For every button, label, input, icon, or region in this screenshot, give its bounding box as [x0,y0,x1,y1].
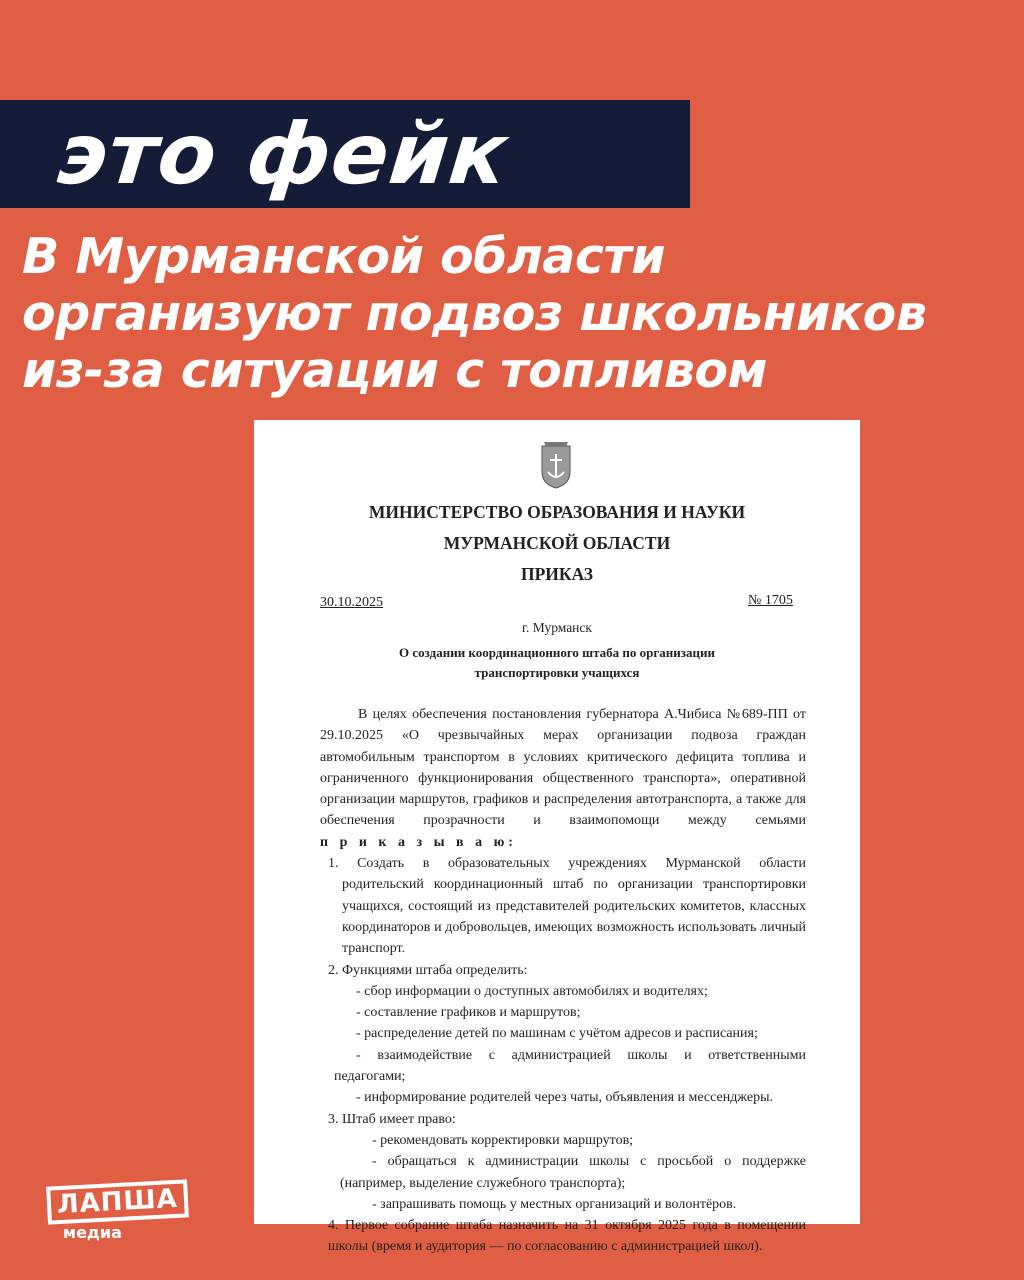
banner-label: это фейк [52,105,513,203]
coat-of-arms-icon [539,440,573,490]
document-line: учащихся, состоящий из представителей родительских комитетов, классных [342,898,806,914]
document-line: школы (время и аудитория — по согласованию с администрацией школ). [328,1239,763,1255]
title-line: транспортировки учащихся [474,665,640,680]
document-line: координаторов и добровольцев, имеющих возможность использовать личный [342,919,806,935]
document-line: родительский координационный штаб по организации транспортировки [342,877,806,893]
document-city: г. Мурманск [522,620,592,635]
document-line: - сбор информации о доступных автомобилях и водителях; [356,983,708,999]
document-line: ограниченного функционирования общественного транспорта», оперативной [320,770,806,786]
document-type: ПРИКАЗ [520,564,594,584]
document-line: организации маршрутов, графиков и распределения автотранспорта, а также для [320,792,806,808]
document-line: - распределение детей по машинам с учётом адресов и расписания; [356,1026,758,1042]
document-title [254,643,860,683]
document-line: - взаимодействие с администрацией школы и ответственными [356,1047,806,1063]
lapsha-media-logo [47,1183,188,1242]
document-line: - информирование родителей через чаты, объявления и мессенджеры. [356,1090,773,1106]
document-line: - составление графиков и маршрутов; [356,1005,581,1021]
document-date: 30.10.2025 [320,595,383,610]
headline-line: организуют подвоз школьников [22,285,927,342]
headline-line: В Мурманской области [22,228,666,285]
document-line: 4. Первое собрание штаба назначить на 31 октября 2025 года в помещении [328,1218,806,1234]
region-name: МУРМАНСКОЙ ОБЛАСТИ [443,533,671,553]
document-line: п р и к а з ы в а ю: [320,834,517,850]
document-line: - обращаться к администрации школы с просьбой о поддержке [372,1154,806,1170]
title-line: О создании координационного штаба по организации [399,645,715,660]
logo-sub: медиа [63,1223,122,1242]
document-line: 3. Штаб имеет право: [328,1111,456,1127]
document-line: 29.10.2025 «О чрезвычайных мерах организации подвоза граждан [320,728,806,744]
document-line: В целях обеспечения постановления губернатора А.Чибиса №689-ПП от [358,707,806,722]
document-number: № 1705 [748,593,793,608]
document-line: - рекомендовать корректировки маршрутов; [372,1132,634,1148]
document-line: автомобильным транспортом в условиях критического дефицита топлива и [320,749,806,765]
fake-banner [0,100,690,208]
document-body [320,704,806,1258]
document-line: 1. Создать в образовательных учреждениях Мурманской области [328,856,806,872]
document-line: транспорт. [342,941,406,957]
document-line: педагогами; [334,1069,406,1085]
headline [22,228,1012,399]
ministry-name: МИНИСТЕРСТВО ОБРАЗОВАНИЯ И НАУКИ [368,502,746,522]
document-line: обеспечения прозрачности и взаимопомощи между семьями [320,813,806,829]
document-line: - запрашивать помощь у местных организаций и волонтёров. [372,1196,737,1212]
document-image [254,420,860,1255]
headline-line: из-за ситуации с топливом [22,342,768,399]
document-line: 2. Функциями штаба определить: [328,962,528,978]
document-line: (например, выделение служебного транспорта); [340,1175,626,1191]
logo-name: ЛАПША [46,1179,189,1224]
